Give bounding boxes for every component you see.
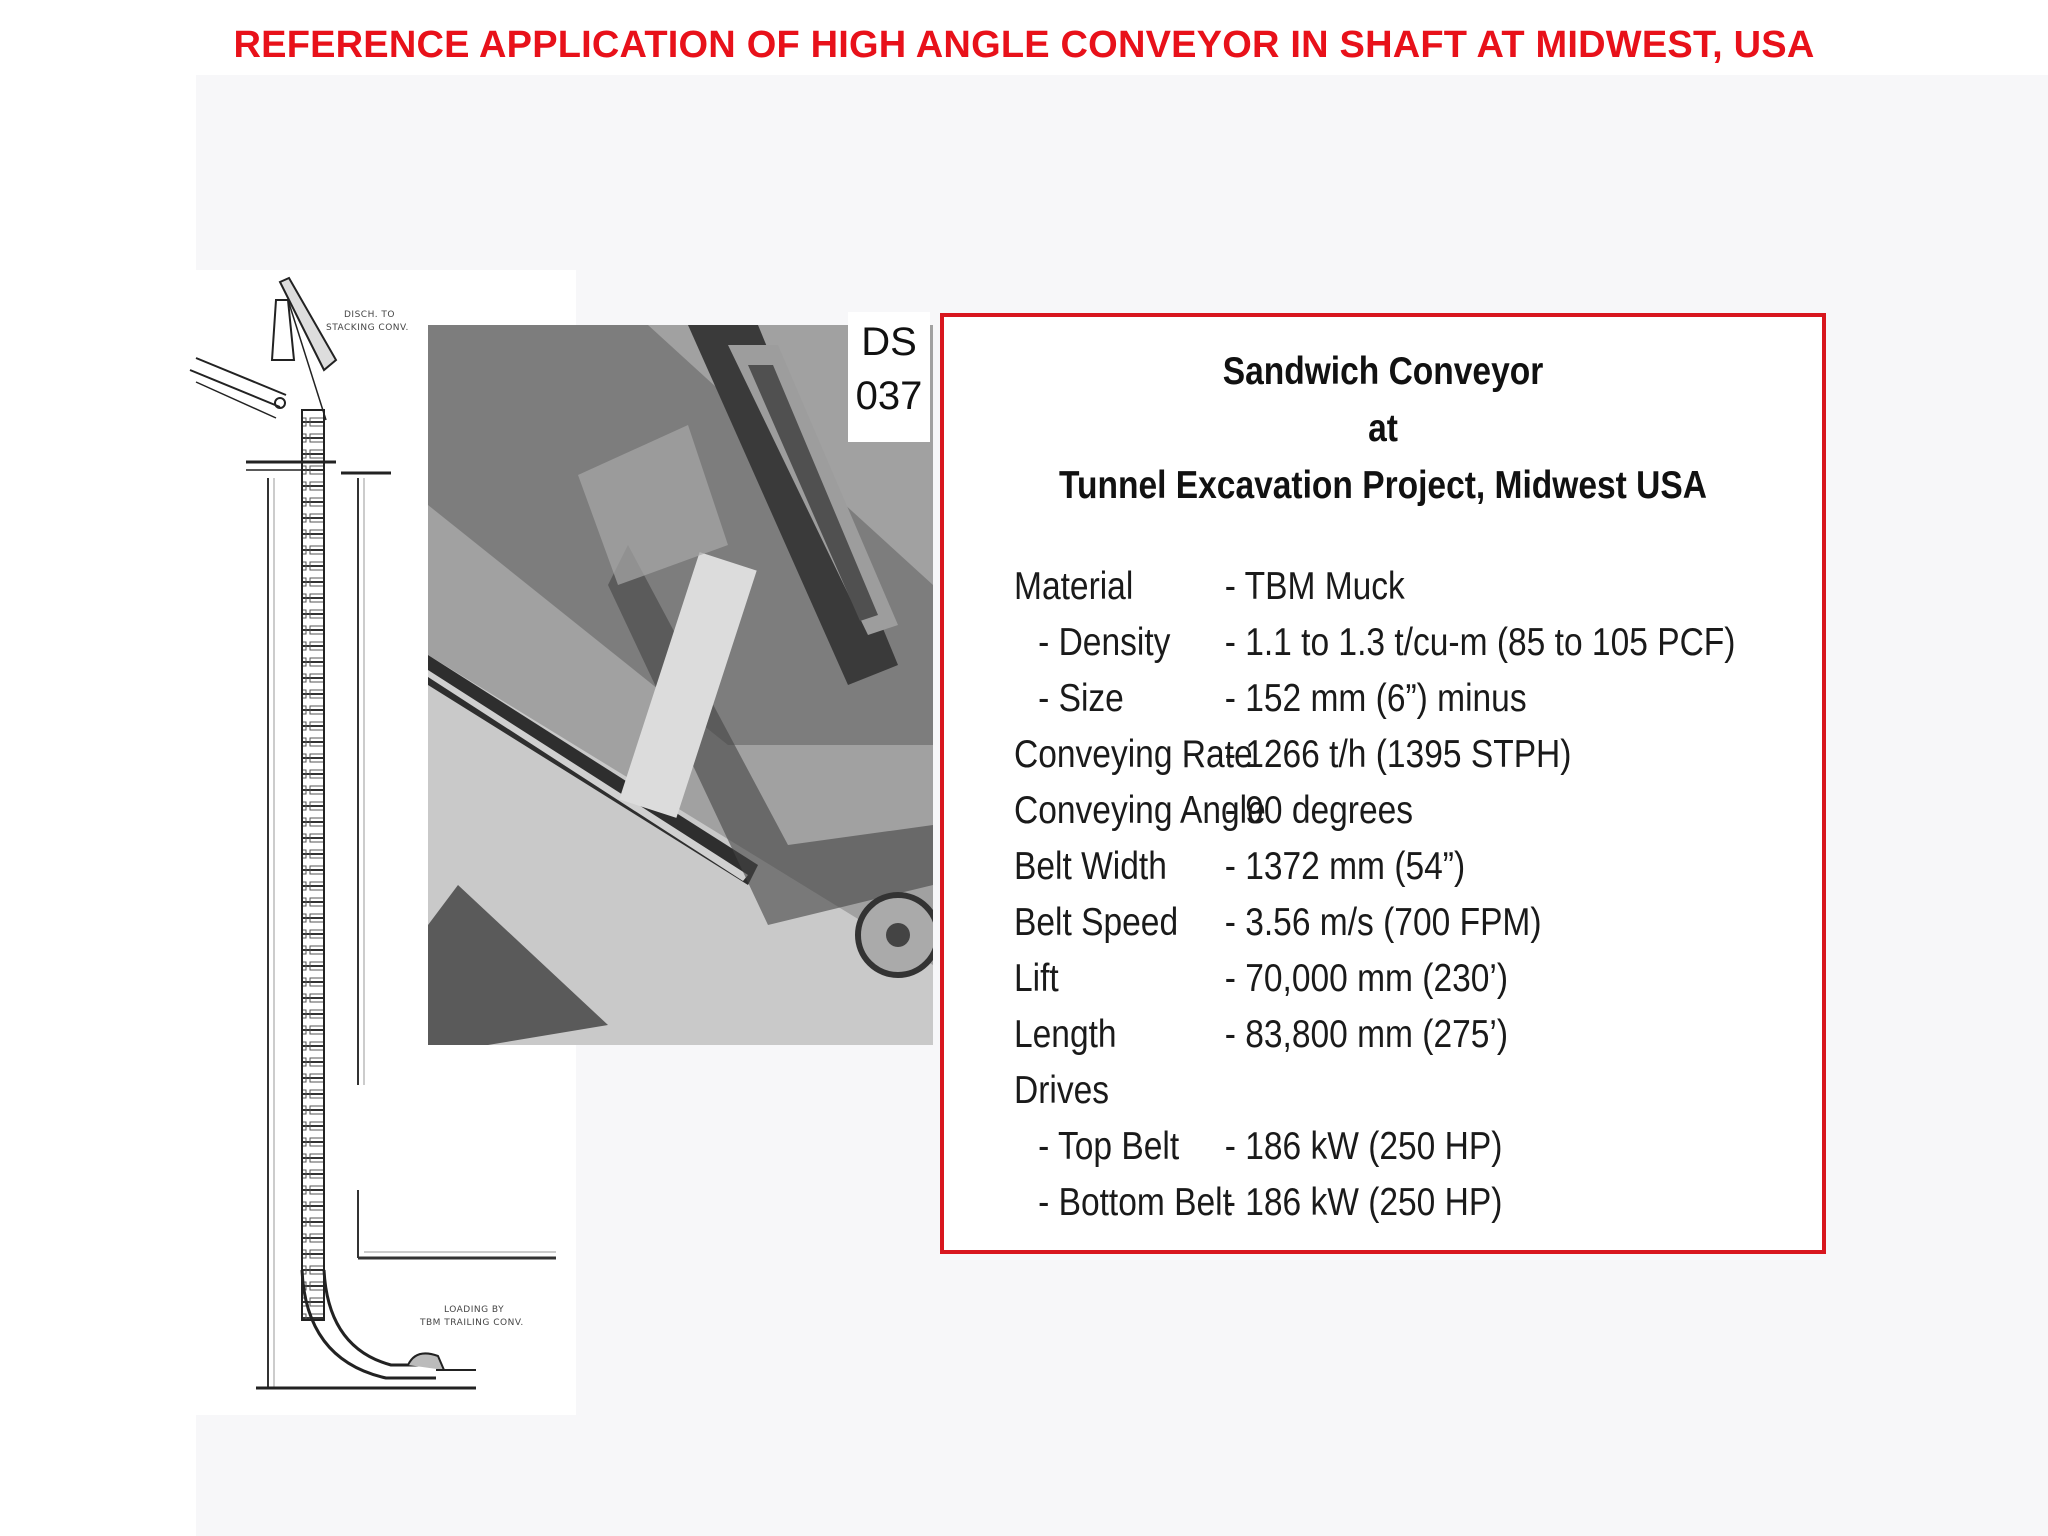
ds-number: 037 <box>855 374 923 418</box>
spec-row-lift <box>1014 957 1685 1013</box>
label-loading-by: LOADING BY <box>444 1305 505 1315</box>
spec-value: - TBM Muck <box>1224 565 1405 608</box>
spec-label: Lift <box>1014 957 1059 1000</box>
spec-row-belt-width <box>1014 845 1685 901</box>
label-tbm-trailing-conv: TBM TRAILING CONV. <box>420 1318 524 1328</box>
spec-label: Length <box>1014 1013 1117 1056</box>
spec-row-material <box>1014 565 1685 621</box>
specification-card <box>940 313 1826 1254</box>
ds-reference-tag <box>848 312 930 442</box>
spec-row-belt-speed <box>1014 901 1685 957</box>
spec-label: Conveying Rate <box>1014 733 1253 776</box>
spec-value: - 1266 t/h (1395 STPH) <box>1224 733 1572 776</box>
spec-value: - 3.56 m/s (700 FPM) <box>1224 901 1542 944</box>
spec-value: - 70,000 mm (230’) <box>1224 957 1509 1000</box>
spec-value: - 83,800 mm (275’) <box>1224 1013 1509 1056</box>
spec-value: - 1.1 to 1.3 t/cu-m (85 to 105 PCF) <box>1224 621 1736 664</box>
spec-label: Material <box>1014 565 1134 608</box>
card-heading-line-2: at <box>1368 407 1398 450</box>
stacking-conveyor <box>196 358 286 395</box>
spec-row-conveying-rate <box>1014 733 1685 789</box>
spec-row-bottom-belt <box>1014 1181 1685 1237</box>
spec-value: - 1372 mm (54”) <box>1224 845 1466 888</box>
spec-value: - 90 degrees <box>1224 789 1414 832</box>
spec-value: - 186 kW (250 HP) <box>1224 1125 1503 1168</box>
spec-value: - 186 kW (250 HP) <box>1224 1181 1503 1224</box>
spec-row-length <box>1014 1013 1685 1069</box>
spec-label: Drives <box>1014 1069 1110 1112</box>
spec-row-top-belt <box>1014 1125 1685 1181</box>
spec-row-density <box>1014 621 1736 677</box>
slide-title: REFERENCE APPLICATION OF HIGH ANGLE CONVEYOR IN SHAFT AT MIDWEST, USA <box>233 24 1815 66</box>
spec-label: Belt Width <box>1014 845 1167 888</box>
spec-label: - Density <box>1038 621 1171 664</box>
spec-row-size <box>1014 677 1685 733</box>
spec-label: Conveying Angle <box>1014 789 1266 832</box>
spec-value: - 152 mm (6”) minus <box>1224 677 1527 720</box>
spec-label: Belt Speed <box>1014 901 1179 944</box>
vertical-conveyor-belt <box>302 410 324 1320</box>
spec-label: - Size <box>1038 677 1124 720</box>
spec-row-drives <box>1014 1069 1685 1125</box>
spec-label: - Top Belt <box>1038 1125 1180 1168</box>
loading-hopper <box>408 1353 444 1370</box>
label-stacking-conv: STACKING CONV. <box>326 323 409 333</box>
spec-row-conveying-angle <box>1014 789 1685 845</box>
card-heading-line-3: Tunnel Excavation Project, Midwest USA <box>1059 464 1707 507</box>
label-disch-to: DISCH. TO <box>344 310 395 320</box>
spec-label: - Bottom Belt <box>1038 1181 1232 1224</box>
ds-code: DS <box>861 320 917 364</box>
card-heading-line-1: Sandwich Conveyor <box>1222 350 1544 393</box>
card-heading <box>1005 343 1760 514</box>
